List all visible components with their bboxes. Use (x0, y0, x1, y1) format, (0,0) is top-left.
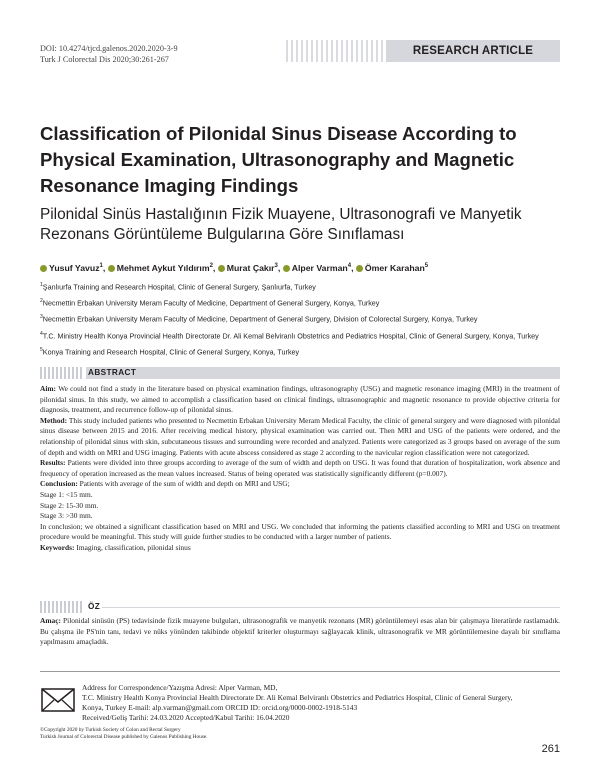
heading-rule (102, 607, 560, 608)
correspondence-block (82, 683, 560, 723)
affiliation-item: $^2$Necmettin Erbakan University Meram Faculty of Medicine, Department of General Surgery, Konya, Turkey (40, 298, 380, 308)
stage-3: Stage 3: >30 mm. (40, 511, 93, 521)
abstract-heading-bar (40, 367, 560, 379)
correspondence-line: T.C. Ministry Health Konya Provincial Health Directorate Dr. Ali Kemal Belviranlı Obstetrics and Pediatrics Hospital, Clinic of General Surgery, (82, 693, 513, 703)
author-item: Mehmet Aykut Yıldırım$^2$, (108, 263, 218, 273)
orcid-icon[interactable] (40, 265, 47, 272)
orcid-icon[interactable] (283, 265, 290, 272)
stage-2: Stage 2: 15-30 mm. (40, 500, 99, 510)
correspondence-line: Konya, Turkey E-mail: alp.varman@gmail.com ORCID ID: orcid.org/0000-0002-1918-5143 (82, 703, 358, 713)
orcid-icon[interactable] (356, 265, 363, 272)
heading-stripes (40, 367, 82, 379)
orcid-icon[interactable] (108, 265, 115, 272)
affiliation-item: $^3$Necmettin Erbakan University Meram Faculty of Medicine, Department of General Surgery, Division of Colorectal Surgery, Konya, Turkey (40, 314, 478, 324)
heading-stripes (40, 601, 82, 613)
orcid-icon[interactable] (218, 265, 225, 272)
journal-citation: Turk J Colorectal Dis 2020;30:261-267 (40, 55, 169, 64)
oz-body: Amaç: Pilonidal sinüsün (PS) tedavisinde fizik muayene bulguları, ultrasonografik ve manyetik rezonans (MR) görüntülemeyi esas alan bir çalışmaya literatürde rastlamadık. Bu çalışma ile PS'nin tanı, tedavi ve nüks yönünden takibinde objektif kriterler oluşturmayı sağlayacak klinik, ultrasonografik ve MR görüntülemesine dayalı bir sınıflama yapılmasını amaçladık. (40, 616, 560, 647)
abstract-results: Results: Patients were divided into three groups according to average of the sum of width and depth on USG. It was found that duration of hospitalization, work absence and frequency of operation increased as the mean values increased. Status of being operated was statistically significantly different (p=0.007). (40, 458, 560, 478)
publisher-line: Turkish Journal of Colorectal Disease published by Galenos Publishing House. (40, 734, 208, 740)
page-number: 261 (541, 743, 560, 755)
doi-block (40, 43, 178, 65)
abstract-body (40, 384, 560, 554)
affiliation-item: $^5$Konya Training and Research Hospital, Clinic of General Surgery, Konya, Turkey (40, 346, 300, 357)
copyright-block (40, 727, 208, 741)
author-item: Murat Çakır$^3$, (218, 263, 283, 273)
abstract-conclusion: Conclusion: Patients with average of the sum of width and depth on MRI and USG; (40, 479, 290, 489)
oz-heading: ÖZ (88, 602, 101, 611)
article-subtitle-turkish: Pilonidal Sinüs Hastalığının Fizik Muayene, Ultrasonografi ve Manyetik Rezonans Görüntüleme Bulgularına Göre Sınıflaması (40, 206, 522, 243)
abstract-aim: Aim: We could not find a study in the literature based on physical examination findings, ultrasonography (USG) and magnetic resonance imaging (MRI) in the treatment of pilonidal sinus. In this study, we aimed to accomplish a classification based on clinical findings, ultrasonographic and magnetic resonance to provide objective criteria for diagnosis, treatment, and recurrence follow-up of pilonidal sinus. (40, 384, 560, 415)
heading-fill (86, 367, 560, 379)
abstract-conclusion-2: In conclusion; we obtained a significant classification based on MRI and USG. We concluded that informing the patients classified according to MRI and USG on treatment procedure would be meaningful. This study will guide further studies to be conducted with a larger number of patients. (40, 521, 560, 542)
copyright-line: ©Copyright 2020 by Turkish Society of Colon and Rectal Surgery (40, 727, 181, 733)
affiliation-list (40, 279, 560, 360)
received-accepted-dates: Received/Geliş Tarihi: 24.03.2020 Accepted/Kabul Tarihi: 16.04.2020 (82, 713, 290, 723)
affiliation-item: $^1$Şanlıurfa Training and Research Hospital, Clinic of General Surgery, Şanlıurfa, Turkey (40, 282, 316, 292)
stage-1: Stage 1: <15 mm. (40, 489, 93, 499)
oz-heading-bar (40, 601, 560, 613)
affiliation-item: $^4$T.C. Ministry Health Konya Provincial Health Directorate Dr. Ali Kemal Belviranlı Obstetrics and Pediatrics Hospital, Clinic of General Surgery, Konya, Turkey (40, 330, 539, 340)
abstract-method: Method: This study included patients who presented to Necmettin Erbakan University Meram Medical Faculty, the clinic of general surgery and were diagnosed with pilonidal sinus disease between 2015 and 2016. After receiving medical history, physical examination was carried out. Then MRI and USG of the patients were ordered, and the relationship of pilonidal sinus with skin, subcutaneous tissues and surrounding were recorded and analyzed. Patients were categorized as 3 groups based on average of the sum of depth and width on MRI and USG imaging. Patients with acute abscess considered as stage 2 according to the navicular region classification were not categorized. (40, 415, 560, 457)
author-list (40, 263, 428, 273)
author-item: Yusuf Yavuz$^1$, (40, 263, 108, 273)
correspondence-line: Address for Correspondence/Yazışma Adresi: Alper Varman, MD, (82, 683, 278, 692)
header-stripes (286, 40, 386, 62)
author-item: Ömer Karahan$^5$ (356, 263, 428, 273)
footer-divider (40, 671, 560, 672)
abstract-heading: ABSTRACT (88, 368, 137, 377)
abstract-keywords: Keywords: Imaging, classification, pilonidal sinus (40, 542, 191, 552)
article-type-badge: RESEARCH ARTICLE (386, 40, 560, 62)
doi-line: DOI: 10.4274/tjcd.galenos.2020.2020-3-9 (40, 44, 178, 53)
author-item: Alper Varman$^4$, (283, 263, 356, 273)
article-title: Classification of Pilonidal Sinus Disease According to Physical Examination, Ultrasonography and Magnetic Resonance Imaging Findings (40, 123, 517, 196)
envelope-icon (40, 683, 76, 715)
